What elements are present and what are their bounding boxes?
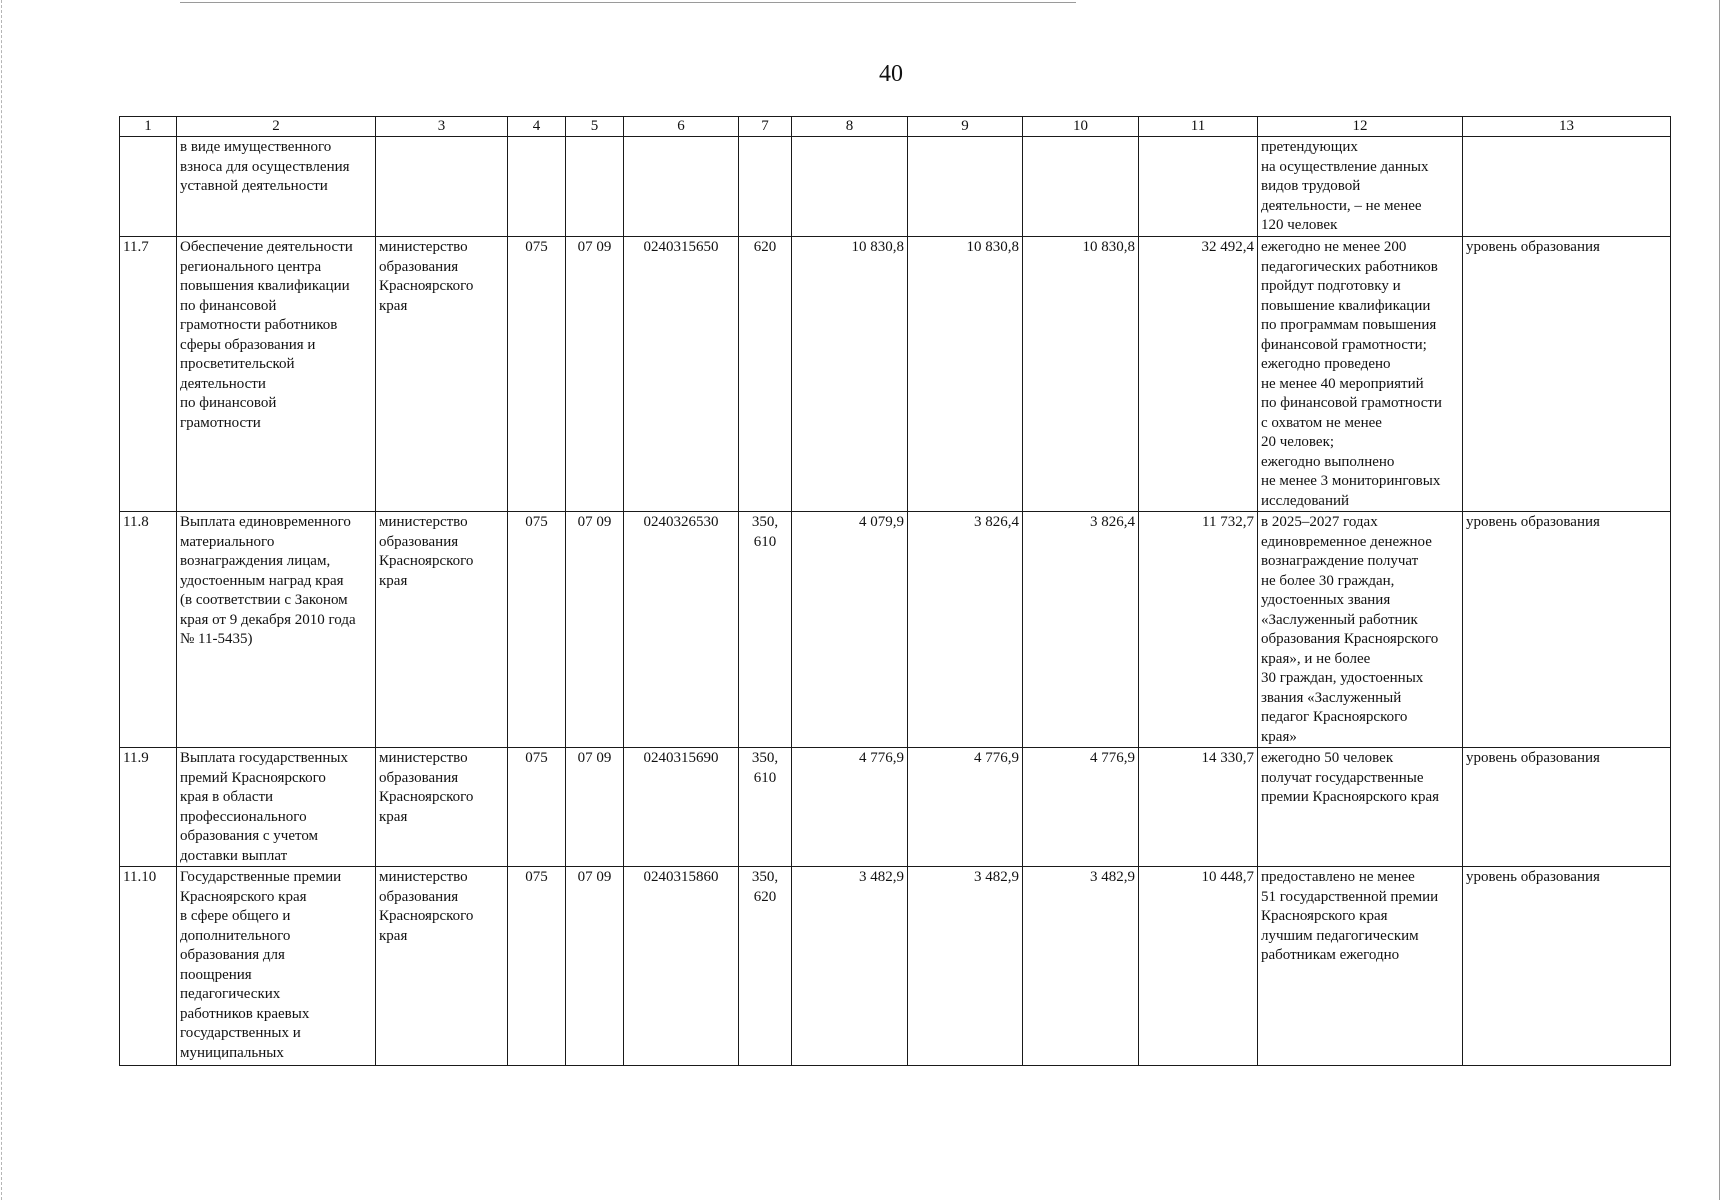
column-header: 12 [1258,117,1463,137]
item-section-code: 07 09 [566,748,624,867]
item-level [1463,137,1671,237]
item-amount-2025: 4 776,9 [792,748,908,867]
item-level: уровень образования [1463,512,1671,748]
item-amount-total: 10 448,7 [1139,867,1258,1066]
item-administrator: министерство образования Красноярского края [376,237,508,512]
column-header: 6 [624,117,739,137]
item-amount-2026 [908,137,1023,237]
top-rule [180,2,1076,3]
table-row [120,137,1671,237]
item-expected-result: претендующих на осуществление данных видов трудовой деятельности, – не менее 120 человек [1258,137,1463,237]
item-amount-2025: 4 079,9 [792,512,908,748]
item-expense-type: 620 [739,237,792,512]
table-row [120,237,1671,512]
item-target-code: 0240315690 [624,748,739,867]
item-name: Выплата единовременного материального вознаграждения лицам, удостоенным наград края (в соответствии с Законом края от 9 декабря 2010 года № 11-5435) [177,512,376,748]
item-amount-total: 14 330,7 [1139,748,1258,867]
table-row [120,748,1671,867]
item-administrator: министерство образования Красноярского края [376,748,508,867]
item-name: в виде имущественного взноса для осуществления уставной деятельности [177,137,376,237]
item-amount-total: 32 492,4 [1139,237,1258,512]
item-expense-type [739,137,792,237]
item-grbs-code: 075 [508,748,566,867]
item-number [120,137,177,237]
item-administrator [376,137,508,237]
item-name: Государственные премии Красноярского края в сфере общего и дополнительного образования для поощрения педагогических работников краевых государственных и муниципальных [177,867,376,1066]
item-grbs-code: 075 [508,237,566,512]
item-amount-2025: 3 482,9 [792,867,908,1066]
item-level: уровень образования [1463,748,1671,867]
item-expected-result: в 2025–2027 годах единовременное денежное вознаграждение получат не более 30 граждан, удостоенных звания «Заслуженный работник образования Красноярского края», и не более 30 граждан, удостоенных звания «Заслуженный педагог Красноярского края» [1258,512,1463,748]
item-administrator: министерство образования Красноярского края [376,512,508,748]
item-amount-2025: 10 830,8 [792,237,908,512]
item-grbs-code: 075 [508,867,566,1066]
item-amount-2026: 4 776,9 [908,748,1023,867]
item-amount-2026: 10 830,8 [908,237,1023,512]
item-amount-total [1139,137,1258,237]
item-grbs-code: 075 [508,512,566,748]
table-row [120,867,1671,1066]
item-name: Выплата государственных премий Красноярского края в области профессионального образования с учетом доставки выплат [177,748,376,867]
item-amount-2027: 3 482,9 [1023,867,1139,1066]
column-header: 1 [120,117,177,137]
item-grbs-code [508,137,566,237]
item-amount-2026: 3 826,4 [908,512,1023,748]
item-section-code: 07 09 [566,512,624,748]
item-number: 11.7 [120,237,177,512]
page-number: 40 [879,61,903,87]
item-level: уровень образования [1463,867,1671,1066]
item-section-code: 07 09 [566,867,624,1066]
column-header: 2 [177,117,376,137]
item-name: Обеспечение деятельности регионального центра повышения квалификации по финансовой грамотности работников сферы образования и просветительской деятельности по финансовой грамотности [177,237,376,512]
column-header: 9 [908,117,1023,137]
item-section-code [566,137,624,237]
item-amount-2027: 3 826,4 [1023,512,1139,748]
item-expected-result: предоставлено не менее 51 государственной премии Красноярского края лучшим педагогическим работникам ежегодно [1258,867,1463,1066]
column-header: 4 [508,117,566,137]
column-header: 13 [1463,117,1671,137]
item-expected-result: ежегодно не менее 200 педагогических работников пройдут подготовку и повышение квалификации по программам повышения финансовой грамотности; ежегодно проведено не менее 40 мероприятий по финансовой грамотности с охватом не менее 20 человек; ежегодно выполнено не менее 3 мониторинговых исследований [1258,237,1463,512]
item-number: 11.8 [120,512,177,748]
item-amount-2027: 4 776,9 [1023,748,1139,867]
column-header: 5 [566,117,624,137]
table-row [120,512,1671,748]
item-amount-2025 [792,137,908,237]
item-expense-type: 350, 610 [739,512,792,748]
column-header: 7 [739,117,792,137]
item-expense-type: 350, 620 [739,867,792,1066]
item-number: 11.10 [120,867,177,1066]
item-section-code: 07 09 [566,237,624,512]
scan-right-edge [1719,0,1720,1200]
scan-left-edge [1,0,2,1200]
program-activities-table [119,116,1671,1066]
item-administrator: министерство образования Красноярского края [376,867,508,1066]
column-header: 3 [376,117,508,137]
column-header: 10 [1023,117,1139,137]
item-target-code: 0240315650 [624,237,739,512]
column-header: 11 [1139,117,1258,137]
item-target-code: 0240326530 [624,512,739,748]
item-amount-2027: 10 830,8 [1023,237,1139,512]
item-amount-total: 11 732,7 [1139,512,1258,748]
item-target-code: 0240315860 [624,867,739,1066]
item-expected-result: ежегодно 50 человек получат государственные премии Красноярского края [1258,748,1463,867]
item-level: уровень образования [1463,237,1671,512]
item-target-code [624,137,739,237]
column-header: 8 [792,117,908,137]
item-expense-type: 350, 610 [739,748,792,867]
item-amount-2026: 3 482,9 [908,867,1023,1066]
item-amount-2027 [1023,137,1139,237]
column-number-row [120,117,1671,137]
item-number: 11.9 [120,748,177,867]
